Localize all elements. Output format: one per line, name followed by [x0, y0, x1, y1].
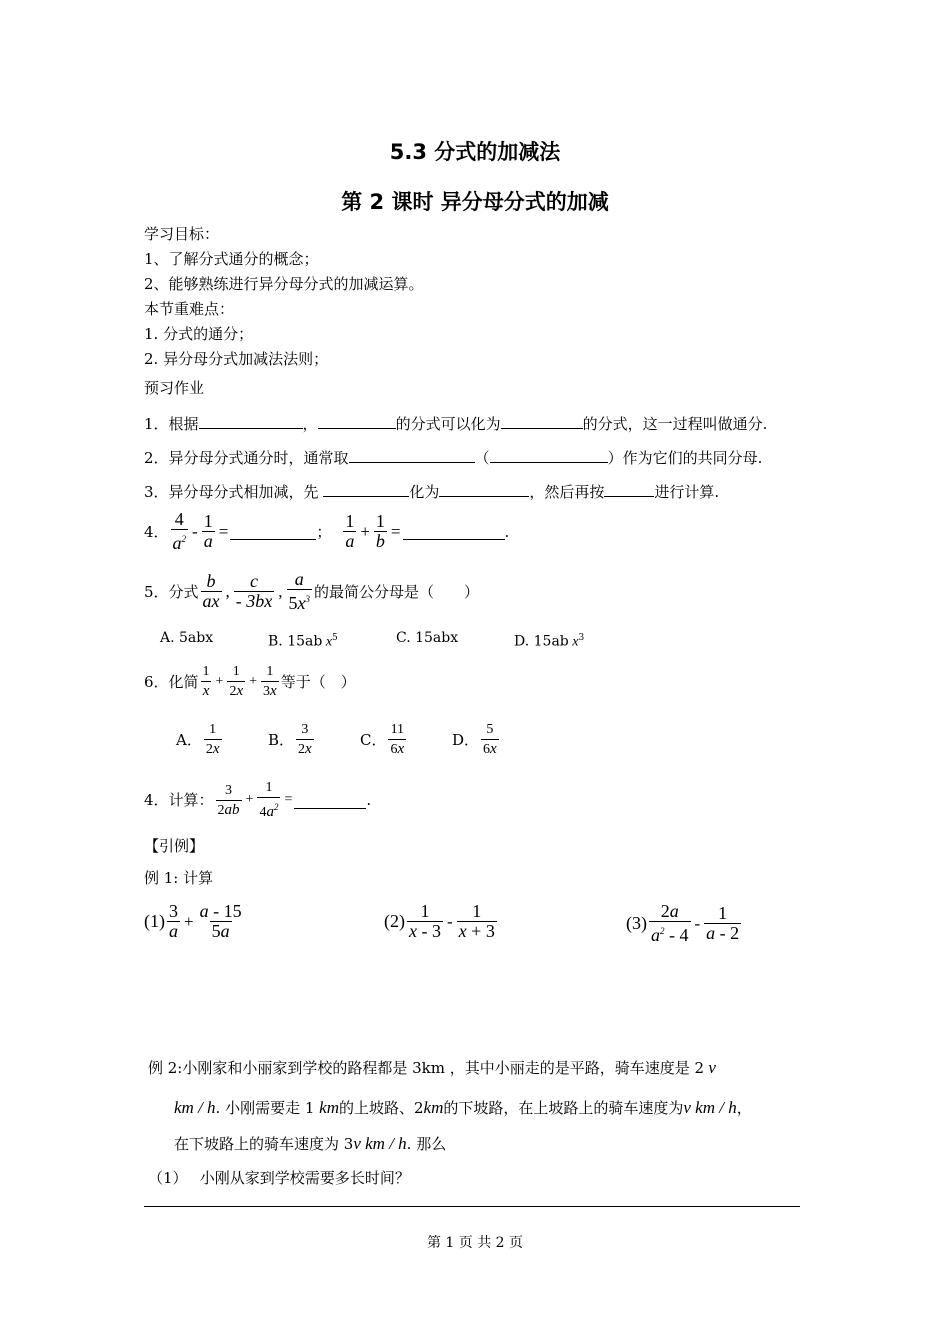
answer-blank	[501, 412, 583, 429]
fraction: $\frac{5}{6x}$	[483, 722, 497, 757]
answer-blank	[490, 446, 608, 463]
fraction: $\frac{11}{6x}$	[390, 722, 405, 757]
preview-q2: 2．异分母分式通分时，通常取 （ ）作为它们的共同分母.	[144, 446, 762, 468]
fraction: $\frac{b}{ax}$	[202, 571, 220, 611]
fraction: $\frac{1}{x + 3}$	[458, 901, 495, 941]
fraction: $\frac{1}{2x}$	[229, 664, 244, 699]
fraction: $\frac{3}{2x}$	[298, 722, 312, 757]
answer-blank	[604, 480, 654, 497]
example-section-heading: 【引例】	[144, 837, 205, 855]
example2-question-1: （1） 小刚从家到学校需要多长时间？	[148, 1169, 410, 1187]
difficulty-item-1: 1. 分式的通分；	[144, 325, 254, 343]
example2-line-3: 在下坡路上的骑车速度为 3v km / h. 那么	[174, 1134, 447, 1153]
footer-divider	[144, 1206, 800, 1207]
fraction: $\frac{1}{a}$	[203, 511, 213, 551]
q5-option-a: A. 5abx	[160, 630, 214, 646]
answer-blank	[403, 523, 505, 540]
preview-q3: 3．异分母分式相加减，先 化为 ，然后再按 进行计算.	[144, 480, 719, 502]
fraction: $\frac{3}{a}$	[169, 901, 178, 941]
q6-option-a: A． $\frac{1}{2x}$	[176, 722, 220, 757]
preview-q7: 4．计算： $\frac{3}{2ab}$ + $\frac{1}{4a^2}$ = .	[144, 780, 372, 820]
q5-option-c: C. 15abx	[396, 630, 459, 646]
fraction: $\frac{1}{b}$	[375, 511, 385, 551]
fraction: $\frac{4}{a^2}$	[172, 509, 187, 553]
fraction: $\frac{1}{2x}$	[205, 722, 220, 757]
example1-problem-1: (1) $\frac{3}{a}$ + $\frac{a - 15}{5a}$	[144, 901, 242, 941]
answer-blank	[318, 412, 396, 429]
example1-heading: 例 1: 计算	[144, 869, 214, 887]
fraction: $\frac{c}{- 3bx}$	[235, 571, 273, 611]
preview-q4: 4． $\frac{4}{a^2}$ - $\frac{1}{a}$ = ； $\frac{1}{a}$ + $\frac{1}{b}$ = .	[144, 509, 510, 553]
answer-blank	[294, 792, 366, 809]
example1-problem-3: (3) $\frac{2a}{a^2 - 4}$ - $\frac{1}{a - 2}$	[626, 901, 740, 945]
preview-q5: 5．分式 $\frac{b}{ax}$ , $\frac{c}{- 3bx}$ , $\frac{a}{5x^3}$ 的最简公分母是（ ）	[144, 569, 480, 613]
fraction: $\frac{1}{a}$	[345, 511, 355, 551]
q6-option-b: B． $\frac{3}{2x}$	[268, 722, 312, 757]
goal-item-2: 2、能够熟练进行异分母分式的加减运算。	[144, 275, 424, 293]
example2-line-2: km / h. 小刚需要走 1 km的上坡路、2km的下坡路，在上坡路上的骑车速度为v km / h，	[174, 1098, 752, 1117]
answer-blank	[439, 480, 529, 497]
q5-option-b: B. 15ab $x^5$	[268, 633, 338, 650]
fraction: $\frac{1}{x}$	[202, 664, 210, 699]
page-title: 5.3 分式的加减法	[389, 140, 561, 164]
preview-heading: 预习作业	[144, 379, 205, 397]
q5-option-d: D. 15ab $x^3$	[514, 633, 585, 650]
fraction: $\frac{1}{a - 2}$	[706, 903, 740, 943]
preview-q6: 6．化简 $\frac{1}{x}$ + $\frac{1}{2x}$ + $\frac{1}{3x}$ 等于（ ）	[144, 664, 356, 699]
answer-blank	[230, 523, 316, 540]
goals-heading: 学习目标：	[144, 225, 220, 243]
page-footer: 第 1 页 共 2 页	[426, 1235, 524, 1251]
goal-item-1: 1、了解分式通分的概念；	[144, 250, 319, 268]
example2-line-1: 例 2:小刚家和小丽家到学校的路程都是 3km ，其中小丽走的是平路，骑车速度是 2 v	[148, 1058, 716, 1077]
answer-blank	[349, 446, 475, 463]
fraction: $\frac{2a}{a^2 - 4}$	[651, 901, 689, 945]
fraction: $\frac{1}{3x}$	[263, 664, 277, 699]
answer-blank	[199, 412, 303, 429]
q6-option-d: D． $\frac{5}{6x}$	[452, 722, 497, 757]
answer-blank	[323, 480, 409, 497]
difficulty-item-2: 2. 异分母分式加减法法则；	[144, 350, 329, 368]
fraction: $\frac{3}{2ab}$	[217, 782, 240, 818]
fraction: $\frac{a - 15}{5a}$	[199, 901, 242, 941]
page-subtitle: 第 2 课时 异分母分式的加减	[341, 190, 609, 214]
preview-q1: 1．根据 ， 的分式可以化为 的分式，这一过程叫做通分.	[144, 412, 767, 434]
fraction: $\frac{1}{4a^2}$	[259, 780, 279, 820]
difficulty-heading: 本节重难点：	[144, 300, 235, 318]
fraction: $\frac{a}{5x^3}$	[288, 569, 311, 613]
q6-option-c: C． $\frac{11}{6x}$	[360, 722, 405, 757]
fraction: $\frac{1}{x - 3}$	[409, 901, 441, 941]
example1-problem-2: (2) $\frac{1}{x - 3}$ - $\frac{1}{x + 3}$	[384, 901, 495, 941]
